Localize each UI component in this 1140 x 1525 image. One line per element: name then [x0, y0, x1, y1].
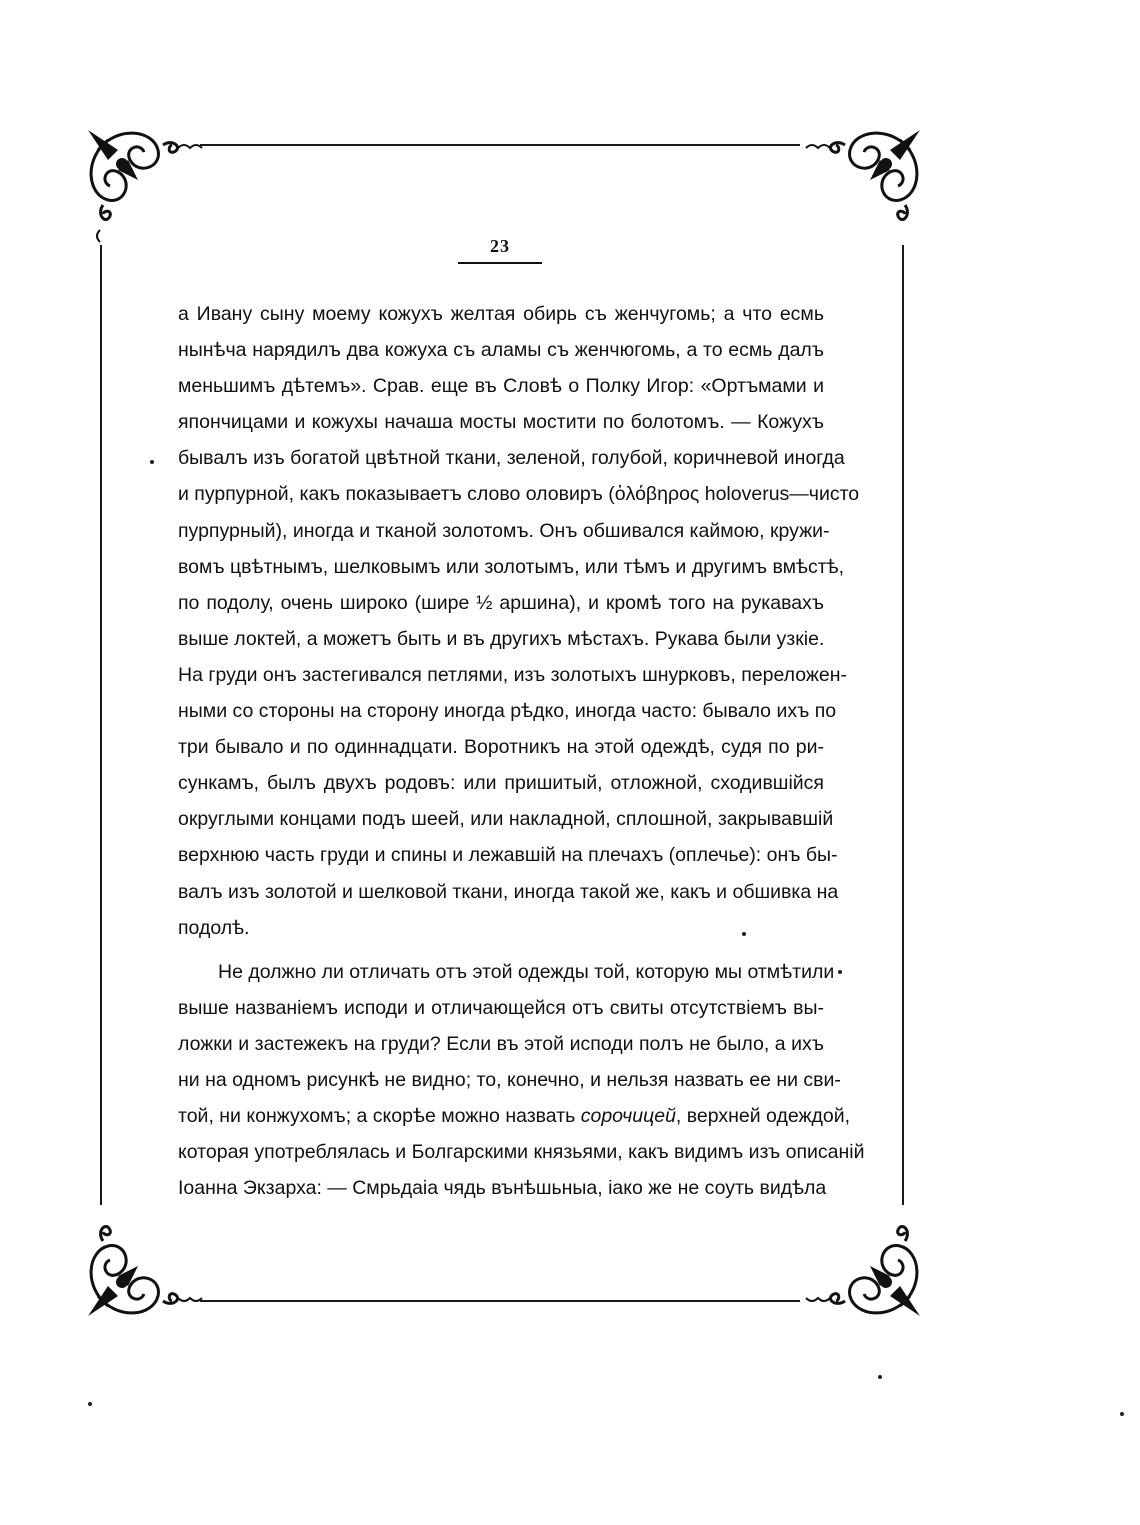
text-line: выше локтей, а можетъ быть и въ другихъ мѣстахъ. Рукава были узкіе. — [178, 627, 825, 650]
text-line: верхнюю часть груди и спины и лежавшій на плечахъ (оплечье): онъ бы- — [178, 844, 838, 867]
text-line: вомъ цвѣтнымъ, шелковымъ или золотымъ, или тѣмъ и другимъ вмѣстѣ, — [178, 555, 845, 578]
frame-right-rule — [902, 245, 904, 1205]
italic-term: сорочицей — [580, 1105, 676, 1128]
text-line: На груди онъ застегивался петлями, изъ золотыхъ шнурковъ, переложен- — [178, 663, 848, 686]
text-line: ными со стороны на сторону иногда рѣдко, иногда часто: бывало ихъ по — [178, 700, 837, 723]
paragraph — [178, 296, 860, 946]
text-line: ни на одномъ рисункѣ не видно; то, конечно, и нельзя назвать ее ни сви- — [178, 1068, 841, 1091]
bottom-left-ornament-icon — [78, 1196, 208, 1326]
text-line: Іоанна Экзарха: — Смрьдаіа чядь вънѣшьныа, іако же не соуть видѣла — [178, 1177, 827, 1200]
scan-speck — [1120, 1412, 1124, 1416]
text-line: Не должно ли отличать отъ этой одежды той, которую мы отмѣтили — [218, 960, 835, 983]
frame-left-rule — [100, 245, 102, 1205]
scan-speck — [150, 460, 154, 464]
text-line: округлыми концами подъ шеей, или накладной, сплошной, закрывавшій — [178, 808, 834, 831]
text-line: япончицами и кожухы начаша мосты мостити по болотомъ. — Кожухъ — [178, 411, 824, 434]
paragraph-gap — [178, 946, 824, 954]
scan-speck — [742, 932, 746, 936]
bottom-right-ornament-icon — [800, 1196, 930, 1326]
text-line: валъ изъ золотой и шелковой ткани, иногда такой же, какъ и обшивка на — [178, 880, 839, 903]
text-line: по подолу, очень широко (шире ½ аршина), и кромѣ того на рукавахъ — [178, 591, 824, 614]
text-line: нынѣча нарядилъ два кожуха съ аламы съ женчюгомь, а то есмь далъ — [178, 339, 824, 362]
text-fragment: , верхней одеждой, — [675, 1105, 851, 1128]
scan-speck — [838, 970, 842, 974]
text-line: а Ивану сыну моему кожухъ желтая обирь съ женчугомь; а что есмь — [178, 303, 824, 325]
text-line: которая употреблялась и Болгарскими князьями, какъ видимъ изъ описаній — [178, 1141, 865, 1164]
text-line: меньшимъ дѣтемъ». Срав. еще въ Словѣ о Полку Игор: «Ортъмами и — [178, 375, 824, 398]
frame-bottom-rule — [200, 1300, 800, 1302]
scan-speck — [878, 1375, 882, 1379]
text-line: выше названіемъ исподи и отличающейся отъ свиты отсутствіемъ вы- — [178, 996, 824, 1019]
text-line: бывалъ изъ богатой цвѣтной ткани, зеленой, голубой, коричневой иногда — [178, 447, 845, 470]
text-line: ложки и застежекъ на груди? Если въ этой исподи полъ не было, а ихъ — [178, 1032, 824, 1055]
top-left-ornament-icon — [78, 120, 208, 250]
scan-speck — [88, 1402, 92, 1406]
body-text — [178, 296, 865, 1206]
text-line: пурпурный), иногда и тканой золотомъ. Онъ обшивался каймою, кружи- — [178, 519, 830, 542]
page-number-rule — [458, 262, 542, 264]
frame-top-rule — [200, 144, 800, 146]
text-fragment: той, ни конжухомъ; а скорѣе можно назвать — [178, 1105, 576, 1128]
page-number: 23 — [490, 236, 510, 256]
top-right-ornament-icon — [800, 120, 930, 250]
paragraph — [178, 954, 865, 1207]
text-line-with-italic — [178, 1098, 851, 1134]
text-line: три бывало и по одиннадцати. Воротникъ на этой одеждѣ, судя по ри- — [178, 736, 824, 759]
text-line: сункамъ, былъ двухъ родовъ: или пришитый, отложной, сходившійся — [178, 772, 824, 795]
text-line: и пурпурной, какъ показываетъ слово оловиръ (ὁλόβηρος holoverus—чисто — [178, 483, 860, 506]
text-line: подолѣ. — [178, 916, 250, 939]
